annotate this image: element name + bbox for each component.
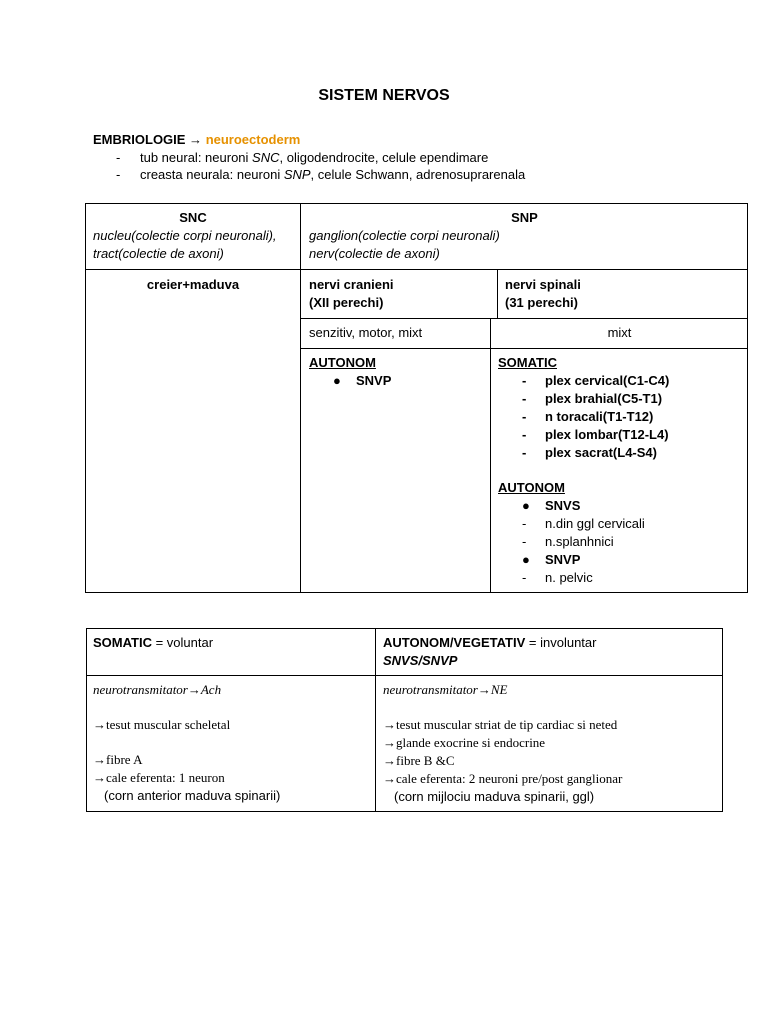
autonom-details: neurotransmitator→NE →tesut muscular striat de tip cardiac si neted →glande exocrine si endocrine →fibre B &C →cale eferenta: 2 neuroni pre/post ganglionar (corn mijlociu maduva spinarii, ggl) bbox=[383, 682, 623, 804]
snp-header: SNP bbox=[511, 210, 538, 225]
list-item: - plex cervical(C1-C4) bbox=[522, 373, 670, 388]
snc-definition: nucleu(colectie corpi neuronali), tract(colectie de axoni) bbox=[93, 228, 277, 261]
list-item: ● SNVP bbox=[333, 373, 392, 388]
page-title: SISTEM NERVOS bbox=[318, 87, 450, 104]
list-item: - plex brahial(C5-T1) bbox=[522, 391, 663, 406]
neuroectoderm-highlight: neuroectoderm bbox=[205, 132, 301, 147]
nervi-cranieni: nervi cranieni (XII perechi) bbox=[309, 277, 394, 310]
autonom-header: AUTONOM/VEGETATIV = involuntar SNVS/SNVP bbox=[383, 635, 597, 668]
list-item: - n. pelvic bbox=[522, 570, 593, 585]
somatic-spinali: SOMATIC - plex cervical(C1-C4) - plex brahial(C5-T1) - n toracali(T1-T12) - plex lombar(T12-L4) - plex sacrat(L4-S4) AUTONOM ● SNVS - n.din ggl cervicali - n.splanhnici ● SNVP - n. pelvic bbox=[498, 355, 670, 585]
spinali-type: mixt bbox=[607, 325, 632, 340]
list-item: ● SNVP bbox=[522, 552, 581, 567]
list-item: - n.din ggl cervicali bbox=[522, 516, 645, 531]
somatic-header: SOMATIC = voluntar bbox=[93, 635, 214, 650]
list-item: ● SNVS bbox=[522, 498, 581, 513]
embriologie-label: EMBRIOLOGIE → bbox=[93, 132, 203, 147]
somatic-details: neurotransmitator→Ach →tesut muscular scheletal →fibre A →cale eferenta: 1 neuron (corn anterior maduva spinarii) bbox=[93, 682, 281, 803]
autonom-cranieni: AUTONOM ● SNVP bbox=[309, 355, 392, 388]
snc-header: SNC bbox=[179, 210, 207, 225]
list-item: - n toracali(T1-T12) bbox=[522, 409, 654, 424]
list-item: - plex sacrat(L4-S4) bbox=[522, 445, 657, 460]
embriologie-item: - creasta neurala: neuroni SNP, celule Schwann, adrenosuprarenala bbox=[116, 167, 526, 182]
list-item: - plex lombar(T12-L4) bbox=[522, 427, 669, 442]
embriologie-heading bbox=[93, 132, 300, 147]
snp-definition: ganglion(colectie corpi neuronali) nerv(colectie de axoni) bbox=[309, 228, 500, 261]
list-item: - n.splanhnici bbox=[522, 534, 614, 549]
cranieni-type: senzitiv, motor, mixt bbox=[309, 325, 423, 340]
snc-content: creier+maduva bbox=[146, 277, 240, 292]
embriologie-item: - tub neural: neuroni SNC, oligodendrocite, celule ependimare bbox=[116, 150, 489, 165]
nervi-spinali: nervi spinali (31 perechi) bbox=[505, 277, 581, 310]
